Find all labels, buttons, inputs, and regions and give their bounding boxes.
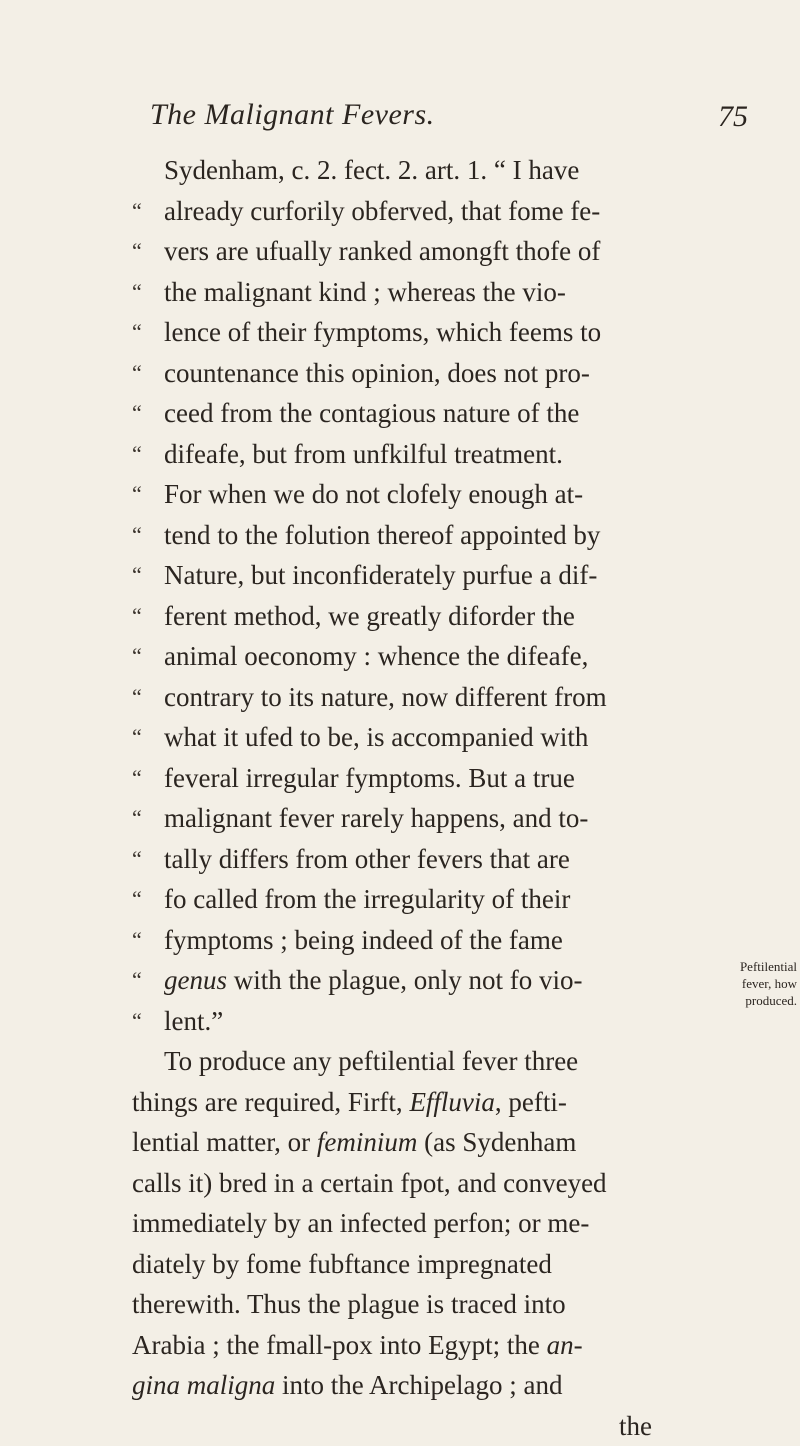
line-text: malignant fever rarely happens, and to- [164,798,588,839]
line-text: lent.” [164,1001,223,1042]
quote-mark: “ [132,231,156,272]
line-text: therewith. Thus the plague is traced into [132,1284,566,1325]
text-line [132,1365,692,1406]
text-line [132,798,692,839]
line-text: ceed from the contagious nature of the [164,393,579,434]
line-text: already curforily obferved, that fome fe- [164,191,600,232]
text-line [132,1203,692,1244]
quote-mark: “ [132,636,156,677]
quote-mark: “ [132,798,156,839]
quote-mark: “ [132,879,156,920]
text-line [132,1082,692,1123]
text-line [132,1041,692,1082]
text-line [132,191,692,232]
quote-mark: “ [132,717,156,758]
quote-mark: “ [132,1001,156,1042]
quote-mark: “ [132,434,156,475]
line-text: calls it) bred in a certain fpot, and conveyed [132,1163,607,1204]
line-text: fo called from the irregularity of their [164,879,570,920]
line-text: diately by fome fubftance impregnated [132,1244,552,1285]
text-line [132,1244,692,1285]
line-text: fymptoms ; being indeed of the fame [164,920,563,961]
page-number: 75 [718,100,748,134]
quote-mark: “ [132,515,156,556]
quote-mark: “ [132,677,156,718]
line-text: ferent method, we greatly diforder the [164,596,575,637]
text-line [132,272,692,313]
line-text: countenance this opinion, does not pro- [164,353,590,394]
line-text: To produce any peftilential fever three [164,1041,578,1082]
quote-mark: “ [132,474,156,515]
quote-mark: “ [132,920,156,961]
text-line [132,1163,692,1204]
line-text: lence of their fymptoms, which feems to [164,312,601,353]
text-line [132,839,692,880]
quote-mark: “ [132,758,156,799]
quote-mark: “ [132,555,156,596]
text-line [132,231,692,272]
line-text: the [619,1406,652,1446]
line-text: feveral irregular fymptoms. But a true [164,758,575,799]
margin-note-line: produced. [705,992,797,1009]
body-text [132,150,692,1446]
quote-mark: “ [132,353,156,394]
line-text: genus with the plague, only not fo vio- [164,960,582,1001]
margin-note-line: fever, how [705,975,797,992]
text-line [132,555,692,596]
quote-mark: “ [132,312,156,353]
quote-mark: “ [132,960,156,1001]
text-line [132,920,692,961]
margin-note-line: Peftilential [705,958,797,975]
text-line [132,1001,692,1042]
text-line [132,1325,692,1366]
line-text: vers are ufually ranked amongft thofe of [164,231,600,272]
running-title: The Malignant Fevers. [150,98,435,132]
line-text: Arabia ; the fmall-pox into Egypt; the an- [132,1325,583,1366]
text-line [132,636,692,677]
text-line [132,1122,692,1163]
line-text: immediately by an infected perfon; or me- [132,1203,589,1244]
line-text: things are required, Firft, Effluvia, pefti- [132,1082,567,1123]
quote-mark: “ [132,839,156,880]
line-text: tend to the folution thereof appointed by [164,515,600,556]
text-line [132,515,692,556]
text-line [132,434,692,475]
line-text: For when we do not clofely enough at- [164,474,583,515]
text-line [132,879,692,920]
text-line [132,717,692,758]
text-line [132,393,692,434]
line-text: Nature, but inconfiderately purfue a dif- [164,555,597,596]
margin-note [705,958,797,1009]
quote-mark: “ [132,596,156,637]
text-line [132,677,692,718]
text-line [132,474,692,515]
text-line [132,1284,692,1325]
line-text: difeafe, but from unfkilful treatment. [164,434,563,475]
line-text: lential matter, or feminium (as Sydenham [132,1122,576,1163]
text-line [132,960,692,1001]
page-header [150,98,700,138]
text-line [132,312,692,353]
line-text: contrary to its nature, now different from [164,677,607,718]
line-text: the malignant kind ; whereas the vio- [164,272,566,313]
text-line [132,596,692,637]
quote-mark: “ [132,393,156,434]
quote-mark: “ [132,191,156,232]
line-text: gina maligna into the Archipelago ; and [132,1365,562,1406]
line-text: what it ufed to be, is accompanied with [164,717,588,758]
text-line [132,758,692,799]
quote-mark: “ [132,272,156,313]
line-text: Sydenham, c. 2. fect. 2. art. 1. “ I have [164,150,579,191]
text-line [132,150,692,191]
text-line [132,1406,692,1446]
line-text: animal oeconomy : whence the difeafe, [164,636,588,677]
line-text: tally differs from other fevers that are [164,839,570,880]
text-line [132,353,692,394]
